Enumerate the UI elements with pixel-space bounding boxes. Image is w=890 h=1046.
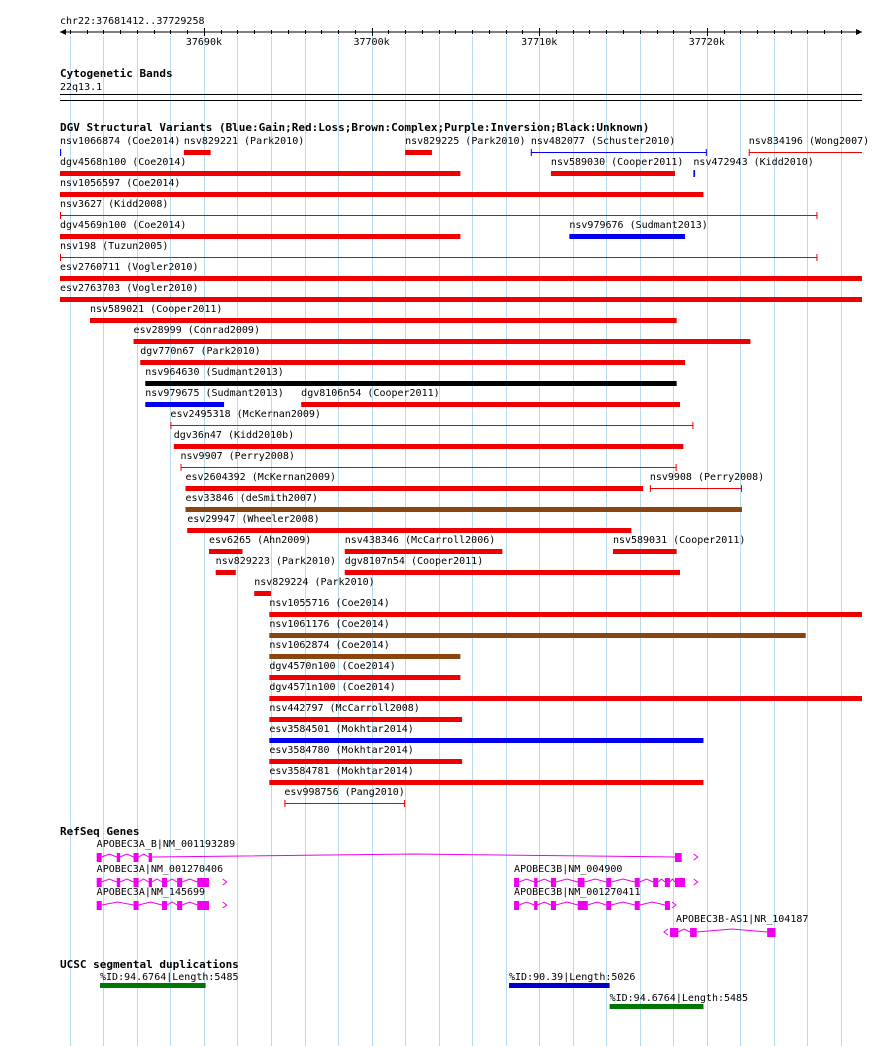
gene-intron [167,902,177,905]
dgv-variant-label: nsv589031 (Cooper2011) [612,535,746,546]
dgv-variant-label: nsv964630 (Sudmant2013) [145,367,284,378]
dgv-variant[interactable] [60,262,862,281]
dgv-variant-label: nsv442797 (McCarroll2008) [269,703,420,714]
refseq-gene[interactable] [97,839,698,862]
dgv-variant[interactable] [60,241,817,261]
gene-exon[interactable] [690,928,697,937]
gene-exon[interactable] [162,901,167,910]
dgv-variant-bar[interactable] [186,507,743,512]
gene-exon[interactable] [134,853,139,862]
gene-intron [139,854,149,857]
gene-intron [611,879,634,882]
dgv-variant-label: nsv482077 (Schuster2010) [530,136,676,147]
dgv-variant-bar[interactable] [254,591,271,596]
dgv-variant-bar[interactable] [145,381,676,386]
gene-exon[interactable] [117,853,120,862]
dgv-variant-bar[interactable] [301,402,680,407]
gene-exon[interactable] [551,901,556,910]
dgv-variant-label: nsv829225 (Park2010) [405,136,526,147]
refseq-gene[interactable] [97,887,227,910]
dgv-variant-label: nsv438346 (McCarroll2006) [344,535,496,546]
dgv-variant-bar[interactable] [60,276,862,281]
cytoband-label: 22q13.1 [60,82,103,93]
refseq-title: RefSeq Genes [60,825,140,838]
gene-exon[interactable] [653,878,658,887]
dgv-variant-label: nsv589030 (Cooper2011) [550,157,684,168]
gene-exon[interactable] [97,853,102,862]
dgv-variant[interactable] [269,619,805,638]
tick-label: 37700k [353,37,390,48]
gene-exon[interactable] [675,853,682,862]
dgv-variant-label: esv2760711 (Vogler2010) [60,262,199,273]
dgv-variant-label: esv3584501 (Mokhtar2014) [269,724,414,735]
dgv-variant[interactable] [60,199,817,219]
dgv-variant[interactable] [284,787,405,807]
dgv-variant[interactable] [551,157,683,176]
dgv-variant-bar[interactable] [184,150,211,155]
gene-exon[interactable] [162,878,167,887]
dgv-variant-label: esv3584780 (Mokhtar2014) [269,745,414,756]
dgv-variant[interactable] [145,367,676,386]
dgv-variant-label: nsv472943 (Kidd2010) [693,157,814,168]
dgv-variant[interactable] [60,157,460,176]
strand-arrow-icon [223,879,227,885]
dgv-variant[interactable] [60,220,460,239]
dgv-variant-bar[interactable] [134,339,751,344]
gene-exon[interactable] [134,901,139,910]
gene-exon[interactable] [665,901,670,910]
dgv-variant[interactable] [269,745,462,764]
gene-exon[interactable] [675,878,685,887]
cytoband-track [60,67,862,101]
dgv-variant-label: nsv829221 (Park2010) [183,136,305,147]
dgv-variant-label: nsv1056597 (Coe2014) [60,178,181,189]
gene-exon[interactable] [767,928,775,937]
segdup-bar[interactable] [509,983,610,988]
dgv-variant-bar[interactable] [569,234,685,239]
gene-exon[interactable] [197,901,209,910]
dgv-track [60,121,869,807]
gene-exon[interactable] [149,853,152,862]
dgv-variant-bar[interactable] [269,675,460,680]
dgv-variant-label: nsv834196 (Wong2007) [748,136,870,147]
dgv-variant-bar[interactable] [405,150,432,155]
dgv-variant[interactable] [216,556,336,575]
dgv-variant[interactable] [269,703,462,722]
dgv-variant-label: dgv770n67 (Park2010) [140,346,261,357]
segdup-label: %ID:90.39|Length:5026 [509,972,636,983]
ruler-left-arrow[interactable] [60,29,66,35]
dgv-variant[interactable] [650,472,764,492]
dgv-variant[interactable] [186,472,644,491]
segdup-item[interactable] [509,972,635,988]
gene-intron [152,854,675,857]
gene-intron [556,902,578,905]
gene-label: APOBEC3B|NM_004900 [514,864,623,875]
dgv-variant-label: nsv979676 (Sudmant2013) [569,220,708,231]
segdup-bar[interactable] [100,983,206,988]
dgv-variant-bar[interactable] [60,171,460,176]
dgv-variant-label: esv6265 (Ahn2009) [208,535,312,546]
gene-intron [139,879,149,882]
gene-label: APOBEC3B-AS1|NR_104187 [675,914,809,925]
dgv-variant[interactable] [145,388,283,407]
dgv-variant-bar[interactable] [551,171,675,176]
dgv-variant[interactable] [269,598,862,617]
gene-intron [678,929,690,932]
dgv-variant-bar[interactable] [174,444,684,449]
dgv-variant-label: dgv36n47 (Kidd2010b) [173,430,295,441]
dgv-variant-bar[interactable] [60,234,460,239]
dgv-variant-bar[interactable] [269,738,703,743]
dgv-variant-bar[interactable] [216,570,236,575]
refseq-gene[interactable] [97,864,227,887]
dgv-variant-label: dgv4570n100 (Coe2014) [269,661,396,672]
dgv-variant-bar[interactable] [269,612,862,617]
gene-label: APOBEC3A|NM_001270406 [96,864,224,875]
tick-label: 37710k [521,37,558,48]
dgv-variant[interactable] [693,157,813,177]
refseq-track [60,825,808,937]
segdup-label: %ID:94.6764|Length:5485 [609,993,749,1004]
dgv-variant[interactable] [90,304,677,323]
gene-intron [584,879,606,882]
dgv-variant[interactable] [187,514,631,533]
dgv-variant-label: esv28999 (Conrad2009) [133,325,260,336]
dgv-variant-bar[interactable] [90,318,677,323]
gene-exon[interactable] [606,901,611,910]
dgv-variant-bar[interactable] [269,759,462,764]
dgv-variant[interactable] [180,451,676,471]
gene-intron [182,902,197,905]
dgv-variant-label: nsv9907 (Perry2008) [180,451,295,462]
gene-exon[interactable] [534,878,537,887]
dgv-variant-bar[interactable] [187,528,631,533]
dgv-variant[interactable] [531,136,707,156]
dgv-variant[interactable] [345,556,680,575]
gene-exon[interactable] [97,878,102,887]
gene-exon[interactable] [665,878,670,887]
dgv-variant[interactable] [140,346,685,365]
refseq-gene[interactable] [664,914,808,937]
dgv-variant-bar[interactable] [145,402,224,407]
gene-intron [167,879,177,882]
dgv-variant[interactable] [569,220,707,239]
dgv-variant[interactable] [749,136,869,156]
gene-label: APOBEC3A|NM_145699 [96,887,206,898]
gene-exon[interactable] [551,878,556,887]
gene-exon[interactable] [514,901,519,910]
dgv-variant-label: nsv1066874 (Coe2014) [60,136,181,147]
dgv-variant[interactable] [184,136,304,155]
gene-exon[interactable] [578,878,585,887]
dgv-variant-bar[interactable] [345,570,680,575]
gene-exon[interactable] [117,878,120,887]
segdup-label: %ID:94.6764|Length:5485 [100,972,239,983]
dgv-variant[interactable] [269,766,703,785]
dgv-variant[interactable] [209,535,311,554]
gene-exon[interactable] [177,878,182,887]
dgv-variant-bar[interactable] [269,654,460,659]
segdup-bar[interactable] [610,1004,704,1009]
dgv-variant-label: esv2495318 (McKernan2009) [170,409,321,420]
refseq-gene[interactable] [514,864,698,887]
dgv-variant[interactable] [186,493,743,512]
dgv-variant-label: nsv1061176 (Coe2014) [269,619,390,630]
dgv-variant-label: esv3584781 (Mokhtar2014) [269,766,414,777]
gene-intron [640,879,653,882]
gene-intron [658,879,665,882]
gene-exon[interactable] [149,878,152,887]
dgv-variant[interactable] [345,535,503,554]
dgv-variant-bar[interactable] [269,633,805,638]
dgv-variant-label: nsv3627 (Kidd2008) [60,199,169,210]
region-label: chr22:37681412..37729258 [60,16,205,27]
tick-label: 37720k [688,37,725,48]
gene-intron [640,902,665,905]
ruler [60,16,862,48]
dgv-variant-label: nsv1062874 (Coe2014) [269,640,390,651]
dgv-variant-label: esv2763703 (Vogler2010) [60,283,199,294]
cytoband-title: Cytogenetic Bands [60,67,173,80]
gene-intron [519,879,534,882]
dgv-variant-bar[interactable] [269,696,862,701]
dgv-variant-bar[interactable] [269,717,462,722]
dgv-variant[interactable] [254,577,374,596]
gene-intron [120,879,133,882]
segdup-item[interactable] [100,972,238,988]
dgv-variant[interactable] [301,388,680,407]
dgv-variant-label: nsv979675 (Sudmant2013) [145,388,284,399]
dgv-variant-label: esv29947 (Wheeler2008) [187,514,320,525]
dgv-variant-label: nsv829223 (Park2010) [215,556,337,567]
dgv-variant[interactable] [405,136,525,155]
dgv-variant[interactable] [269,682,862,701]
dgv-variant-label: dgv4568n100 (Coe2014) [60,157,187,168]
dgv-variant-label: dgv8106n54 (Cooper2011) [301,388,440,399]
gene-exon[interactable] [606,878,611,887]
dgv-variant[interactable] [269,661,460,680]
gene-exon[interactable] [134,878,139,887]
strand-arrow-icon [694,879,698,885]
dgv-variant[interactable] [60,136,180,156]
gene-intron [611,902,634,905]
gene-label: APOBEC3B|NM_001270411 [514,887,641,898]
gene-intron [588,902,606,905]
gene-intron [519,902,534,905]
dgv-variant-label: esv33846 (deSmith2007) [185,493,318,504]
dgv-variant-bar[interactable] [60,192,703,197]
dgv-variant-bar[interactable] [186,486,644,491]
dgv-variant-label: nsv9908 (Perry2008) [649,472,765,483]
refseq-gene[interactable] [514,887,676,910]
dgv-variant-label: esv2604392 (McKernan2009) [185,472,337,483]
dgv-variant[interactable] [170,409,693,429]
dgv-variant-bar[interactable] [613,549,677,554]
gene-intron [556,879,578,882]
strand-arrow-icon [664,929,668,935]
gene-intron [102,902,134,905]
dgv-variant[interactable] [269,640,460,659]
gene-exon[interactable] [670,928,678,937]
dgv-variant[interactable] [269,724,703,743]
dgv-variant-bar[interactable] [269,780,703,785]
dgv-variant-bar[interactable] [209,549,243,554]
gene-label: APOBEC3A_B|NM_001193289 [96,839,236,850]
gene-intron [182,879,197,882]
dgv-variant-label: nsv1055716 (Coe2014) [269,598,390,609]
dgv-variant-bar[interactable] [60,297,862,302]
dgv-variant-label: dgv8107n54 (Cooper2011) [344,556,484,567]
gene-intron [120,854,133,857]
gene-exon[interactable] [197,878,209,887]
segdup-title: UCSC segmental duplications [60,958,239,971]
gene-exon[interactable] [177,901,182,910]
dgv-variant-bar[interactable] [345,549,503,554]
gene-exon[interactable] [635,878,640,887]
gene-intron [670,879,675,882]
gene-intron [139,902,162,905]
dgv-variant-label: dgv4569n100 (Coe2014) [60,220,187,231]
segdup-track [60,958,748,1009]
dgv-variant-bar[interactable] [140,360,685,365]
dgv-variant-label: esv998756 (Pang2010) [284,787,405,798]
gene-exon[interactable] [635,901,640,910]
strand-arrow-icon [694,854,698,860]
dgv-variant[interactable] [613,535,745,554]
gene-exon[interactable] [534,901,537,910]
tick-label: 37690k [185,37,223,48]
gene-exon[interactable] [97,901,102,910]
dgv-variant-label: nsv198 (Tuzun2005) [60,241,169,252]
gene-exon[interactable] [514,878,519,887]
dgv-variant[interactable] [60,283,862,302]
dgv-variant-label: nsv829224 (Park2010) [254,577,375,588]
dgv-variant-label: nsv589021 (Cooper2011) [89,304,223,315]
dgv-variant[interactable] [134,325,751,344]
gene-exon[interactable] [578,901,588,910]
strand-arrow-icon [223,902,227,908]
dgv-title: DGV Structural Variants (Blue:Gain;Red:Loss;Brown:Complex;Purple:Inversion;Black:Unknown) [60,121,650,134]
gene-intron [152,879,162,882]
segdup-item[interactable] [610,993,748,1009]
dgv-variant-label: dgv4571n100 (Coe2014) [269,682,396,693]
